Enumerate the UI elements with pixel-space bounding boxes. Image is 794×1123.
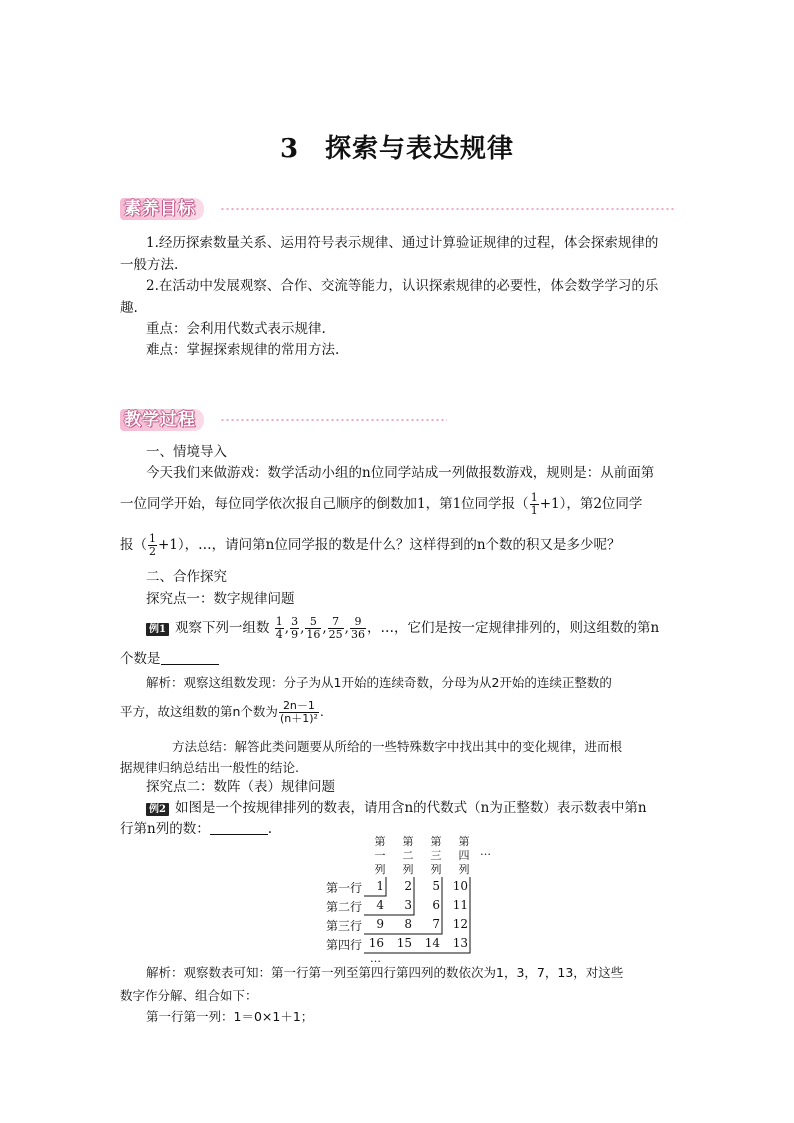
solution-2-line-1: 解析：观察数表可知：第一行第一列至第四行第四列的数依次为1，3，7，13，对这些 [146, 965, 624, 980]
cell-value: 9 [376, 917, 384, 931]
intro-line-1: 今天我们来做游戏：数学活动小组的n位同学站成一列做报数游戏，规则是：从前面第 [146, 465, 655, 481]
cell-value: 2 [404, 879, 412, 893]
cell-value: 16 [368, 936, 384, 950]
cell-value: 11 [452, 898, 468, 912]
cell-value: 6 [432, 898, 440, 912]
solution-1-line-1: 解析：观察这组数发现：分子为从1开始的连续奇数，分母为从2开始的连续正整数的 [146, 675, 612, 690]
answer-blank[interactable] [210, 820, 268, 835]
intro-line-2 [120, 492, 642, 517]
solution-2-line-2: 数字作分解、组合如下： [120, 988, 258, 1003]
fraction: $\frac{3}{9}$ [291, 615, 299, 641]
fraction: $\frac{1}{2}$ [149, 532, 156, 558]
row-ellipsis: … [370, 952, 381, 965]
example-1-badge: 例1 [146, 623, 169, 636]
heading-intro: 一、情境导入 [146, 444, 227, 460]
cell-value: 14 [424, 936, 440, 950]
column-header: 第四列 [458, 835, 470, 876]
goal-1-line-2: 一般方法. [120, 257, 179, 273]
cell-value: 13 [452, 936, 468, 950]
fraction: $\frac{1}{1}$ [530, 491, 538, 517]
answer-blank[interactable] [161, 650, 219, 665]
goal-1-line-1: 1.经历探索数量关系、运用符号表示规律、通过计算验证规律的过程，体会探索规律的 [146, 235, 659, 251]
intro-text-2a: 一位同学开始，每位同学依次报自己顺序的倒数加1，第1位同学报（ [120, 496, 529, 512]
cell-value: 10 [452, 879, 468, 893]
cell-value: 5 [432, 879, 440, 893]
example-1-line-2 [120, 648, 219, 670]
cell-value: 12 [452, 917, 468, 931]
number-table [320, 835, 500, 965]
example-2-text-b: 行第n列的数： [120, 821, 210, 837]
example-1-text-b: ，…，它们是按一定规律排列的，则这组数的第n [366, 620, 660, 636]
cell-value: 1 [376, 879, 384, 893]
example-1-text-a: 观察下列一组数 [174, 620, 270, 636]
column-header: 第二列 [402, 835, 414, 876]
intro-text-2b: +1），第2位同学 [539, 496, 643, 512]
grouping-lines [320, 835, 500, 960]
row-label: 第二行 [326, 900, 363, 914]
intro-line-3 [120, 533, 621, 558]
topic-2: 探究点二：数阵（表）规律问题 [146, 779, 335, 795]
cell-value: 4 [376, 898, 384, 912]
method-1-line-2: 据规律归纳总结出一般性的结论. [120, 760, 299, 775]
row-label: 第四行 [326, 938, 363, 952]
example-2-line-1 [146, 797, 647, 819]
page-title [0, 128, 794, 165]
fraction: $\frac{9}{36}$ [350, 615, 365, 641]
column-header: 第一列 [374, 835, 386, 876]
cell-value: 3 [404, 898, 412, 912]
column-ellipsis: … [480, 845, 491, 858]
solution-1-line-2: 平方，故这组数的第n个数为 $\frac{2n-1}{\text{(n＋1)²}}$ . [120, 699, 324, 725]
fraction: $\frac{2n-1}{\text{(n＋1)²}}$ [279, 699, 318, 725]
example-1-text-c: 个数是 [120, 651, 161, 667]
cell-value: 7 [432, 917, 440, 931]
banner-dots [220, 208, 675, 210]
difficult-point: 难点：掌握探索规律的常用方法. [146, 342, 340, 358]
fraction: $\frac{7}{25}$ [328, 615, 343, 641]
row-label: 第一行 [326, 881, 363, 895]
section-label-process: 教学过程 [120, 409, 204, 431]
intro-text-3b: +1），…，请问第n位同学报的数是什么？这样得到的n个数的积又是多少呢？ [158, 537, 621, 553]
example-1-line-1: 例1 观察下列一组数 $\frac{1}{4}$ , $\frac{3}{9}$ , $\frac{5}{16}$ , $\frac{7}{25}$ , $\frac{9}{36}$ ，…，它们是按一定规律排列的，则这组数的第n [146, 616, 659, 641]
goal-2-line-2: 趣. [120, 300, 138, 316]
column-header: 第三列 [430, 835, 442, 876]
method-1-line-1: 方法总结：解答此类问题要从所给的一些特殊数字中找出其中的变化规律，进而根 [172, 739, 623, 754]
section-label-goals: 素养目标 [120, 198, 204, 220]
example-2-text-a: 如图是一个按规律排列的数表，请用含n的代数式（n为正整数）表示数表中第n [174, 800, 647, 816]
banner-dots [220, 419, 447, 421]
section-banner-process [120, 409, 447, 431]
example-2-line-2: 行第n列的数： . [120, 821, 272, 837]
solution-1-text-b: 平方，故这组数的第n个数为 [120, 704, 278, 719]
fraction: $\frac{1}{4}$ [275, 615, 283, 641]
row-label: 第三行 [326, 919, 363, 933]
title-number: 3 [279, 134, 300, 164]
cell-value: 8 [404, 917, 412, 931]
heading-explore: 二、合作探究 [146, 569, 227, 585]
key-point: 重点：会利用代数式表示规律. [146, 321, 326, 337]
goal-2-line-1: 2.在活动中发展观察、合作、交流等能力，认识探索规律的必要性，体会数学学习的乐 [146, 278, 659, 294]
cell-value: 15 [396, 936, 412, 950]
topic-1: 探究点一：数字规律问题 [146, 591, 295, 607]
example-2-badge: 例2 [146, 803, 169, 816]
section-banner-goals [120, 198, 675, 220]
intro-text-3a: 报（ [120, 537, 147, 553]
fraction: $\frac{5}{16}$ [306, 615, 321, 641]
solution-2-line-3: 第一行第一列：1＝0×1＋1； [146, 1009, 314, 1024]
title-text: 探索与表达规律 [325, 134, 515, 164]
